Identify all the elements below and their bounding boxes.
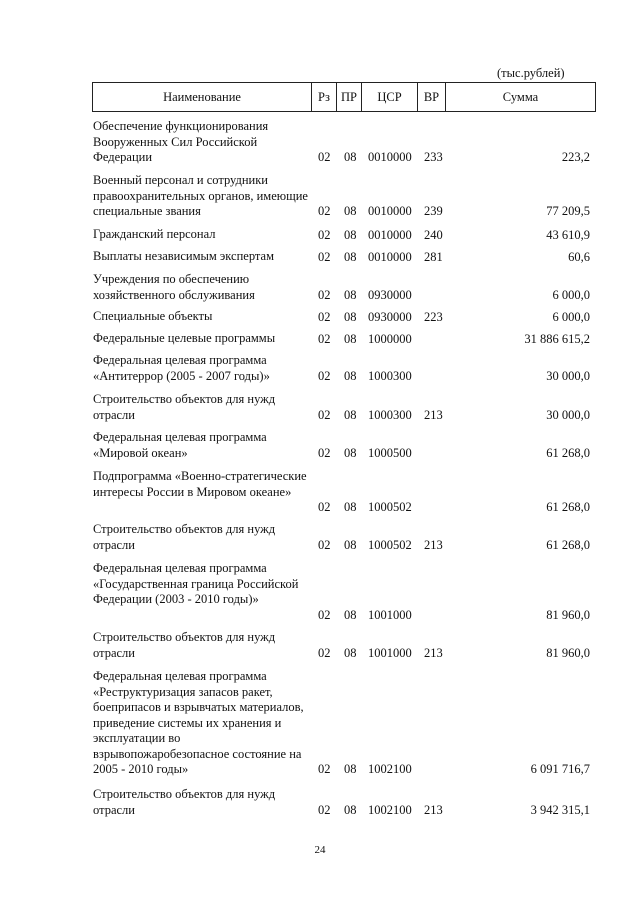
row-pr: 08 xyxy=(344,645,357,660)
row-csr: 0010000 xyxy=(368,203,412,218)
row-sum: 81 960,0 xyxy=(546,645,590,660)
row-pr: 08 xyxy=(344,499,357,514)
row-rz: 02 xyxy=(318,227,331,242)
row-csr: 1000500 xyxy=(368,445,412,460)
row-vr: 213 xyxy=(424,802,443,817)
row-vr: 281 xyxy=(424,249,443,264)
row-sum: 6 000,0 xyxy=(552,287,590,302)
row-rz: 02 xyxy=(318,149,331,164)
row-sum: 6 000,0 xyxy=(552,309,590,324)
row-pr: 08 xyxy=(344,287,357,302)
row-name: Федеральная целевая программа «Антитеррор (2005 - 2007 годы)» xyxy=(93,353,270,383)
row-name: Обеспечение функционирования Вооруженных Сил Российской Федерации xyxy=(93,119,269,164)
table-row xyxy=(0,173,640,219)
row-csr: 1002100 xyxy=(368,761,412,776)
row-csr: 0010000 xyxy=(368,249,412,264)
table-row xyxy=(0,227,640,243)
row-pr: 08 xyxy=(344,407,357,422)
header-csr: ЦСР xyxy=(361,83,417,111)
row-name: Гражданский персонал xyxy=(93,227,216,241)
row-rz: 02 xyxy=(318,445,331,460)
row-vr: 213 xyxy=(424,537,443,552)
row-pr: 08 xyxy=(344,537,357,552)
row-rz: 02 xyxy=(318,537,331,552)
table-row xyxy=(0,331,640,347)
row-pr: 08 xyxy=(344,761,357,776)
page-number: 24 xyxy=(314,844,326,856)
row-sum: 61 268,0 xyxy=(546,537,590,552)
row-vr: 239 xyxy=(424,203,443,218)
row-name: Федеральная целевая программа «Мировой океан» xyxy=(93,430,267,460)
row-name: Выплаты независимым экспертам xyxy=(93,249,274,263)
row-csr: 1000502 xyxy=(368,499,412,514)
table-row xyxy=(0,669,640,777)
row-csr: 1001000 xyxy=(368,607,412,622)
table-row xyxy=(0,249,640,265)
row-sum: 43 610,9 xyxy=(546,227,590,242)
row-sum: 60,6 xyxy=(568,249,590,264)
table-row xyxy=(0,272,640,303)
row-name: Специальные объекты xyxy=(93,309,213,323)
row-rz: 02 xyxy=(318,309,331,324)
row-sum: 61 268,0 xyxy=(546,499,590,514)
row-pr: 08 xyxy=(344,368,357,383)
row-sum: 61 268,0 xyxy=(546,445,590,460)
row-rz: 02 xyxy=(318,203,331,218)
table-row xyxy=(0,522,640,553)
row-sum: 223,2 xyxy=(561,149,590,164)
row-name: Строительство объектов для нужд отрасли xyxy=(93,787,276,817)
row-pr: 08 xyxy=(344,445,357,460)
row-name: Строительство объектов для нужд отрасли xyxy=(93,392,276,422)
table-row xyxy=(0,787,640,818)
row-pr: 08 xyxy=(344,309,357,324)
row-name: Федеральная целевая программа «Государственная граница Российской Федерации (2003 - 2010 годы)» xyxy=(93,561,299,606)
row-csr: 1000000 xyxy=(368,331,412,346)
table-row xyxy=(0,309,640,325)
row-csr: 1000502 xyxy=(368,537,412,552)
table-row xyxy=(0,119,640,165)
row-pr: 08 xyxy=(344,249,357,264)
row-vr: 223 xyxy=(424,309,443,324)
row-rz: 02 xyxy=(318,499,331,514)
row-pr: 08 xyxy=(344,203,357,218)
row-csr: 0010000 xyxy=(368,149,412,164)
row-sum: 31 886 615,2 xyxy=(524,331,590,346)
row-csr: 0930000 xyxy=(368,309,412,324)
header-pr: ПР xyxy=(336,83,361,111)
table-row xyxy=(0,353,640,384)
table-row xyxy=(0,561,640,623)
row-csr: 0010000 xyxy=(368,227,412,242)
table-row xyxy=(0,630,640,661)
header-vr: ВР xyxy=(417,83,445,111)
row-csr: 1001000 xyxy=(368,645,412,660)
header-name: Наименование xyxy=(163,90,241,104)
row-sum: 77 209,5 xyxy=(546,203,590,218)
row-rz: 02 xyxy=(318,368,331,383)
row-csr: 1000300 xyxy=(368,368,412,383)
row-name: Военный персонал и сотрудники правоохранительных органов, имеющие специальные звания xyxy=(93,173,308,218)
table-row xyxy=(0,392,640,423)
row-name: Федеральная целевая программа «Реструктуризация запасов ракет, боеприпасов и взрывчатых материалов, приведение системы их хранения и эксплуатации во взрывопожаробезопасное состояние на 2005 - 2010 годы» xyxy=(93,669,304,776)
row-csr: 0930000 xyxy=(368,287,412,302)
row-pr: 08 xyxy=(344,227,357,242)
row-rz: 02 xyxy=(318,407,331,422)
row-vr: 213 xyxy=(424,407,443,422)
row-sum: 3 942 315,1 xyxy=(530,802,590,817)
row-rz: 02 xyxy=(318,607,331,622)
header-sum: Сумма xyxy=(445,83,595,111)
row-rz: 02 xyxy=(318,331,331,346)
row-rz: 02 xyxy=(318,761,331,776)
row-rz: 02 xyxy=(318,802,331,817)
row-name: Строительство объектов для нужд отрасли xyxy=(93,630,276,660)
table-row xyxy=(0,469,640,515)
row-sum: 30 000,0 xyxy=(546,368,590,383)
row-rz: 02 xyxy=(318,645,331,660)
row-vr: 213 xyxy=(424,645,443,660)
row-rz: 02 xyxy=(318,287,331,302)
row-vr: 240 xyxy=(424,227,443,242)
row-vr: 233 xyxy=(424,149,443,164)
row-sum: 6 091 716,7 xyxy=(530,761,590,776)
unit-label: (тыс.рублей) xyxy=(497,66,565,80)
row-pr: 08 xyxy=(344,607,357,622)
header-rz: Рз xyxy=(311,83,336,111)
row-name: Подпрограмма «Военно-стратегические интересы России в Мировом океане» xyxy=(93,469,307,499)
row-name: Федеральные целевые программы xyxy=(93,331,276,345)
row-csr: 1000300 xyxy=(368,407,412,422)
row-pr: 08 xyxy=(344,802,357,817)
row-pr: 08 xyxy=(344,149,357,164)
row-name: Строительство объектов для нужд отрасли xyxy=(93,522,276,552)
row-sum: 30 000,0 xyxy=(546,407,590,422)
row-rz: 02 xyxy=(318,249,331,264)
row-sum: 81 960,0 xyxy=(546,607,590,622)
row-name: Учреждения по обеспечению хозяйственного обслуживания xyxy=(93,272,255,302)
table-row xyxy=(0,430,640,461)
row-pr: 08 xyxy=(344,331,357,346)
row-csr: 1002100 xyxy=(368,802,412,817)
